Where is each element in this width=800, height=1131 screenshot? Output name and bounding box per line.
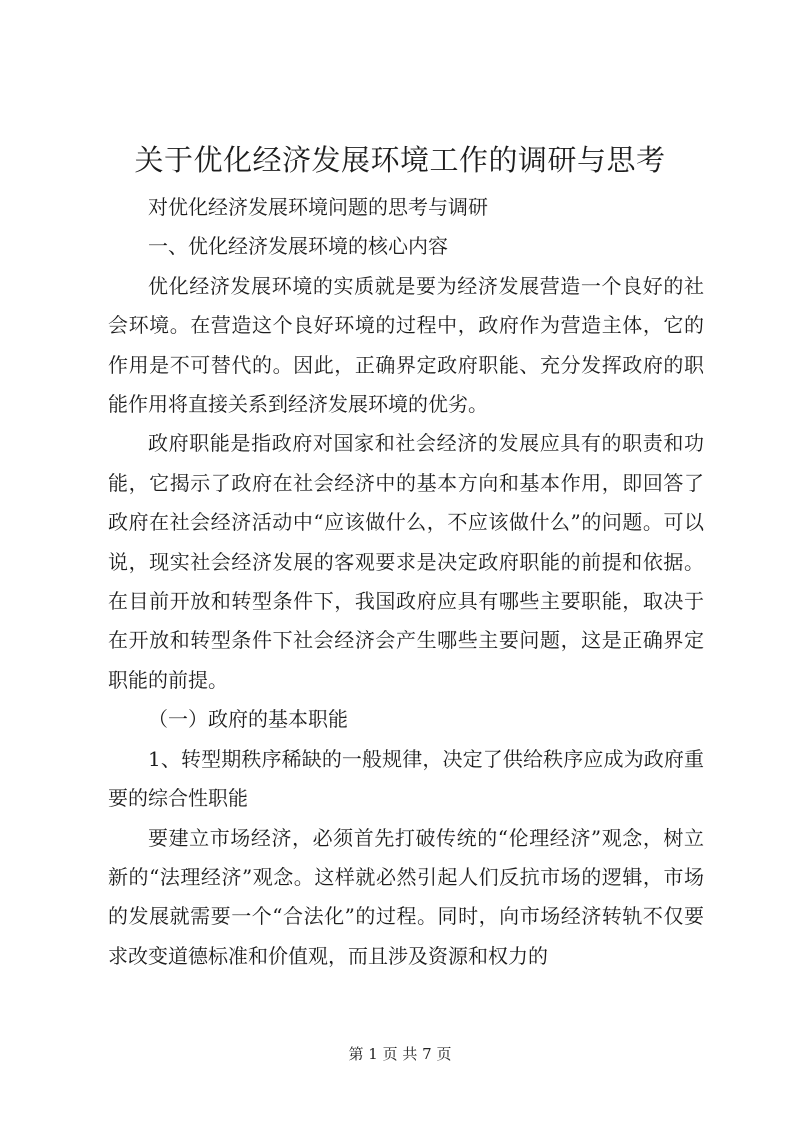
body-paragraph: 1、转型期秩序稀缺的一般规律，决定了供给秩序应成为政府重要的综合性职能: [108, 746, 704, 811]
document-body: [108, 188, 704, 976]
subtitle-paragraph: 对优化经济发展环境问题的思考与调研: [148, 195, 488, 219]
page-footer: 第 1 页 共 7 页: [348, 1045, 452, 1063]
body-paragraph: 要建立市场经济，必须首先打破传统的“伦理经济”观念，树立新的“法理经济”观念。这样就必然引起人们反抗市场的逻辑，市场的发展就需要一个“合法化”的过程。同时，向市场经济转轨不仅要求改变道德标准和价值观，而且涉及资源和权力的: [108, 825, 704, 968]
document-title: 关于优化经济发展环境工作的调研与思考: [134, 143, 666, 177]
section-heading: 一、优化经济发展环境的核心内容: [148, 234, 448, 259]
body-paragraph: 优化经济发展环境的实质就是要为经济发展营造一个良好的社会环境。在营造这个良好环境的过程中，政府作为营造主体，它的作用是不可替代的。因此，正确界定政府职能、充分发挥政府的职能作用将直接关系到经济发展环境的优劣。: [108, 273, 704, 417]
body-paragraph: 政府职能是指政府对国家和社会经济的发展应具有的职责和功能，它揭示了政府在社会经济中的基本方向和基本作用，即回答了政府在社会经济活动中“应该做什么，不应该做什么”的问题。可以说，现实社会经济发展的客观要求是决定政府职能的前提和依据。在目前开放和转型条件下，我国政府应具有哪些主要职能，取决于在开放和转型条件下社会经济会产生哪些主要问题，这是正确界定职能的前提。: [108, 431, 704, 692]
subsection-heading: （一）政府的基本职能: [148, 707, 348, 732]
